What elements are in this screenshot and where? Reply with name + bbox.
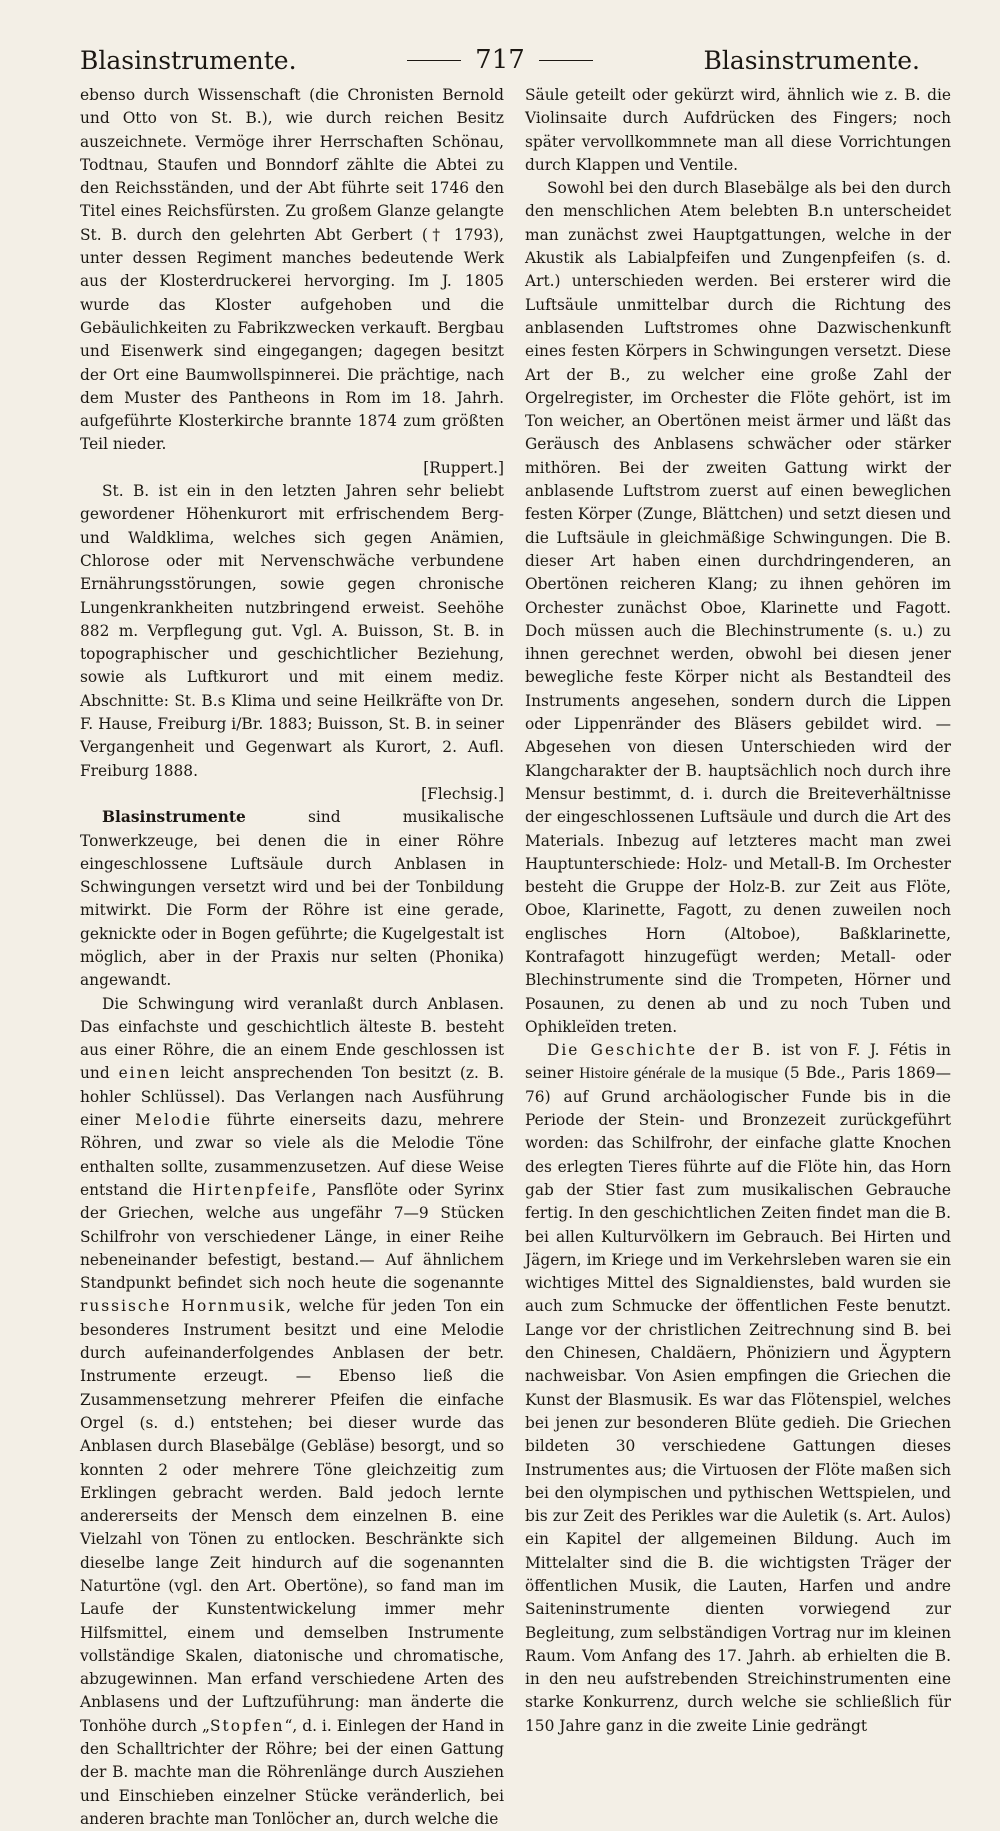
paragraph-st-blasien-history: ebenso durch Wissenschaft (die Chronisten Bernold und Otto von St. B.), wie durch reichen Besitz auszeichnete. Vermöge ihrer Herrschaften Schönau, Todtnau, Staufen und Bonndorf zählte die Abtei zu den Reichsständen, und der Abt führte seit 1746 den Titel eines Reichsfürsten. Zu großem Glanze gelangte St. B. durch den gelehrten Abt Gerbert († 1793), unter dessen Regiment manches bedeutende Werk aus der Klosterdruckerei hervorging. Im J. 1805 wurde das Kloster aufgehoben und die Gebäulichkeiten zu Fabrikzwecken verkauft. Bergbau und Eisenwerk sind eingegangen; dagegen besitzt der Ort eine Baumwollspinnerei. Die prächtige, nach dem Muster des Pantheons in Rom im 18. Jahrh. aufgeführte Klosterkirche brannte 1874 zum größten Teil nieder. — [80, 86, 504, 454]
emphasis-melodie: Melodie — [135, 1111, 213, 1130]
paragraph-saeule-continuation: Säule geteilt oder gekürzt wird, ähnlich wie z. B. die Violinsaite durch Aufdrücken des Fingers; noch später vervollkommnete man all diese Vorrichtungen durch Klappen und Ventile. — [525, 86, 951, 174]
paragraph-st-blasien-kurort: St. B. ist ein in den letzten Jahren sehr beliebt gewordener Höhenkurort mit erfrischendem Berg- und Waldklima, welches sich gegen Anämien, Chlorose oder mit Nervenschwäche verbundene Ernährungsstörungen, sowie gegen chronische Lungenkrankheiten nutzbringend erweist. Seehöhe 882 m. Verpflegung gut. Vgl. A. Buisson, St. B. in topographischer und geschichtlicher Beziehung, sowie als Luftkurort und mit einem mediz. Abschnitte: St. B.s Klima und seine Heilkräfte von Dr. F. Hause, Freiburg i/Br. 1883; Buisson, St. B. in seiner Vergangenheit und Gegenwart als Kurort, 2. Aufl. Freiburg 1888. — [80, 482, 504, 780]
paragraph-blasinstrumente-definition — [80, 806, 504, 992]
emphasis-einen: einen — [118, 1064, 172, 1083]
emphasis-hirtenpfeife: Hirtenpfeife — [192, 1180, 312, 1199]
page-number-dash-left — [407, 60, 461, 61]
running-head — [80, 40, 920, 80]
emphasis-russische-hornmusik: russische Hornmusik — [80, 1297, 287, 1316]
author-signature-flechsig: [Flechsig.] — [421, 784, 504, 803]
page-number-dash-right — [539, 60, 593, 61]
text-segment: ist von F. J. Fétis in seiner — [525, 1041, 951, 1083]
running-head-right-title: Blasinstrumente. — [703, 45, 920, 75]
paragraph-geschichte — [525, 1039, 951, 1738]
paragraph-hauptgattungen: Sowohl bei den durch Blasebälge als bei den durch den menschlichen Atem belebten B.n unterscheidet man zunächst zwei Hauptgattungen, welche in der Akustik als Labialpfeifen und Zungenpfeifen (s. d. Art.) unterschieden werden. Bei ersterer wird die Luftsäule unmittelbar durch die Richtung des anblasenden Luftstromes ohne Dazwischenkunft eines festen Körpers in Schwingungen versetzt. Diese Art der B., zu welcher eine große Zahl der Orgelregister, im Orchester die Flöte gehört, ist im Ton weicher, an Obertönen meist ärmer und läßt das Geräusch des Anblasens schwächer oder stärker mithören. Bei der zweiten Gattung wirkt der anblasende Luftstrom zuerst auf einen beweglichen festen Körper (Zunge, Blättchen) und setzt diesen und die Luftsäule in gleichmäßige Schwingungen. Die B. dieser Art haben einen durchdringenderen, an Obertönen reicheren Klang; zu ihnen gehören im Orchester zunächst Oboe, Klarinette und Fagott. Doch müssen auch die Blechinstrumente (s. u.) zu ihnen gerechnet werden, obwohl bei diesen jener bewegliche feste Körper nicht als Bestandteil des Instruments angesehen, sondern durch die Lippen oder Lippenränder des Bläsers gebildet wird. — Abgesehen von diesen Unterschieden wird der Klangcharakter der B. hauptsächlich noch durch ihre Mensur bestimmt, d. i. durch die Breiteverhältnisse der eingeschlossenen Luftsäule und durch die Art des Materials. Inbezug auf letzteres macht man zwei Hauptunterschiede: Holz- und Metall-B. Im Orchester besteht die Gruppe der Holz-B. zur Zeit aus Flöte, Oboe, Klarinette, Fagott, zu denen zuweilen noch englisches Horn (Altoboe), Baßklarinette, Kontrafagott hinzugefügt werden; Metall- oder Blechinstrumente sind die Trompeten, Hörner und Posaunen, zu denen ab und zu noch Tuben und Ophikleïden treten. — [525, 179, 951, 1036]
text-segment: “, d. i. Einlegen der Hand in den Schalltrichter der Röhre; bei der einen Gattung der B. machte man die Röhrenlänge durch Ausziehen und Einschieben einzelner Stücke veränderlich, bei anderen brachte man Tonlöcher an, durch welche die — [80, 1716, 504, 1828]
running-head-left-title: Blasinstrumente. — [80, 45, 297, 75]
paragraph-schwingung — [80, 993, 504, 1831]
text-segment: , Pansflöte oder Syrinx der Griechen, welche aus ungefähr 7—9 Stücken Schilfrohr von verschiedener Länge, in einer Reihe nebeneinander befestigt, bestand.— Auf ähnlichem Standpunkt befindet sich noch heute die sogenannte — [80, 1180, 504, 1293]
work-title-histoire: Histoire générale de la musique — [579, 1065, 779, 1083]
left-column — [80, 84, 504, 1831]
entry-headword: Blasinstrumente — [102, 808, 246, 827]
page-number-block — [407, 45, 593, 75]
text-segment: führte einerseits dazu, mehrere Röhren, und zwar so viele als die Melodie Töne enthalten sollte, zusammenzusetzen. Auf diese Weise entstand die — [80, 1111, 504, 1199]
emphasis-stopfen: Stopfen — [209, 1716, 285, 1735]
emphasis-geschichte: Die Geschichte der B. — [547, 1041, 773, 1060]
text-segment: , welche für jeden Ton ein besonderes Instrument besitzt und eine Melodie durch aufeinanderfolgendes Anblasen der betr. Instrumente erzeugt. — Ebenso ließ die Zusammensetzung mehrerer Pfeifen die einfache Orgel (s. d.) entstehen; bei dieser wurde das Anblasen durch Blasebälge (Gebläse) besorgt, und so konnten 2 oder mehrere Töne gleichzeitig zum Erklingen gebracht werden. Bald jedoch lernte andererseits der Mensch dem einzelnen B. eine Vielzahl von Tönen zu entlocken. Beschränkte sich dieselbe lange Zeit hindurch auf die sogenannten Naturtöne (vgl. den Art. Obertöne), so fand man im Laufe der Kunstentwickelung immer mehr Hilfsmittel, einem und demselben Instrumente vollständige Skalen, diatonische und chromatische, abzugewinnen. Man erfand verschiedene Arten des Anblasens und der Luftzuführung: man änderte die Tonhöhe durch „ — [80, 1297, 504, 1735]
text-segment: Die Schwingung wird veranlaßt durch Anblasen. Das einfachste und geschichtlich älteste B. besteht aus einer Röhre, die an einem Ende geschlossen ist und — [80, 994, 504, 1083]
text-segment: (5 Bde., Paris 1869—76) auf Grund archäologischer Funde bis in die Periode der Stein- und Bronzezeit zurückgeführt worden: das Schilfrohr, der einfache glatte Knochen des erlegten Tieres führte auf die Flöte hin, das Horn gab der Stier fast zum musikalischen Gebrauche fertig. In den geschichtlichen Zeiten findet man die B. bei allen Kulturvölkern im Gebrauch. Bei Hirten und Jägern, im Kriege und im Verkehrsleben waren sie ein wichtiges Mittel des Signaldienstes, bald wurden sie auch zum Schmucke der öffentlichen Feste benutzt. Lange vor der christlichen Zeitrechnung sind B. bei den Chinesen, Chaldäern, Phöniziern und Ägyptern nachweisbar. Von Asien empfingen die Griechen die Kunst der Blasmusik. Es war das Flötenspiel, welches bei jenen zur besonderen Blüte gedieh. Die Griechen bildeten 30 verschiedene Gattungen dieses Instrumentes aus; die Virtuosen der Flöte maßen sich bei den olympischen und pythischen Wettspielen, und bis zur Zeit des Perikles war die Auletik (s. Art. Aulos) ein Kapitel der allgemeinen Bildung. Auch im Mittelalter sind die B. die wichtigsten Träger der öffentlichen Musik, die Lauten, Harfen und andre Saiteninstrumente dienten vorwiegend zur Begleitung, zum selbständigen Vortrag nur im kleinen Raum. Vom Anfang des 17. Jahrh. ab erhielten die B. in den neu aufstrebenden Streichinstrumenten eine starke Konkurrenz, durch welche sie schließlich für 150 Jahre ganz in die zweite Linie gedrängt — [525, 1064, 951, 1735]
author-signature-ruppert: [Ruppert.] — [423, 458, 504, 477]
text-segment: leicht ansprechenden Ton besitzt (z. B. hohler Schlüssel). Das Verlangen nach Ausführung einer — [80, 1064, 504, 1130]
right-column — [525, 84, 951, 1738]
page-number: 717 — [475, 45, 525, 75]
definition-text: sind musikalische Tonwerkzeuge, bei denen die in einer Röhre eingeschlossene Luftsäule durch Anblasen in Schwingungen versetzt wird und bei der Tonbildung mitwirkt. Die Form der Röhre ist eine gerade, geknickte oder in Bogen geführte; die Kugelgestalt ist möglich, aber in der Praxis nur selten (Phonika) angewandt. — [80, 808, 504, 990]
